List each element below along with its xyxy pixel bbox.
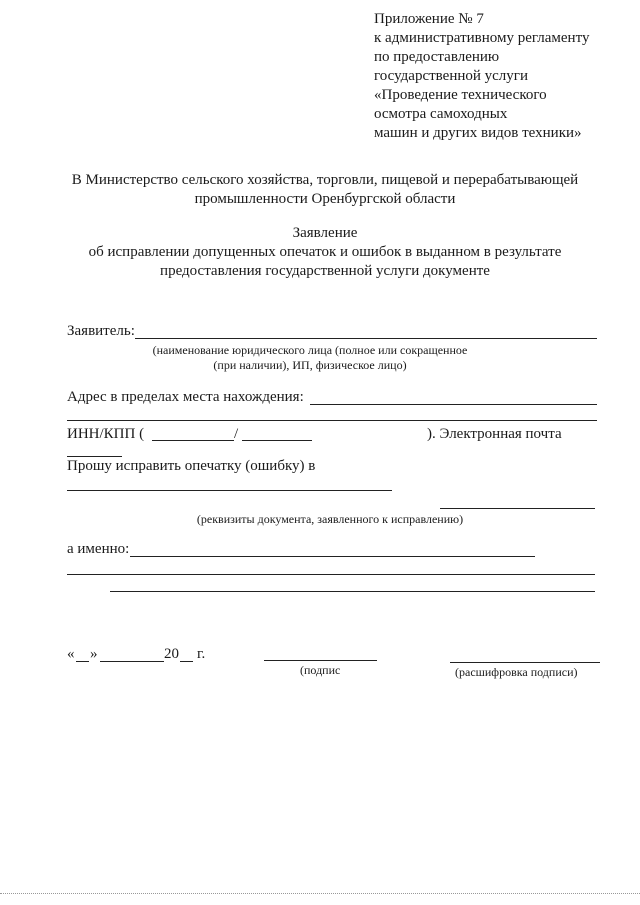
inn-separator: / xyxy=(234,426,239,442)
scan-edge xyxy=(0,893,640,894)
applicant-label: Заявитель: xyxy=(67,323,135,339)
document-field[interactable] xyxy=(440,508,595,509)
annex-line: к административному регламенту xyxy=(374,30,590,46)
address-label: Адрес в пределах места нахождения: xyxy=(67,389,304,405)
annex-line: осмотра самоходных xyxy=(374,106,508,122)
signature-decoding-field[interactable] xyxy=(450,662,600,663)
request-field[interactable] xyxy=(67,490,392,491)
address-field-2[interactable] xyxy=(67,420,597,421)
namely-field-2[interactable] xyxy=(67,574,595,575)
signature-hint: (подпис xyxy=(300,663,341,677)
email-label: ). Электронная почта xyxy=(427,426,562,442)
applicant-hint-1: (наименование юридического лица (полное или сокращенное xyxy=(152,343,468,357)
document-hint: (реквизиты документа, заявленного к исправлению) xyxy=(196,512,464,526)
namely-field-3[interactable] xyxy=(110,591,595,592)
kpp-field[interactable] xyxy=(242,440,312,441)
statement-line-1: об исправлении допущенных опечаток и ошибок в выданном в результате xyxy=(88,244,562,260)
request-label: Прошу исправить опечатку (ошибку) в xyxy=(67,458,316,474)
year-prefix: 20 xyxy=(164,646,179,662)
inn-label: ИНН/КПП ( xyxy=(67,426,145,442)
decoding-hint: (расшифровка подписи) xyxy=(455,665,578,679)
addressee-line-1: В Министерство сельского хозяйства, торговли, пищевой и перерабатывающей xyxy=(71,172,579,188)
date-close-quote: » xyxy=(90,646,98,662)
addressee-line-2: промышленности Оренбургской области xyxy=(194,191,456,207)
document-title: Заявление xyxy=(292,225,358,241)
date-year-field[interactable] xyxy=(180,661,193,662)
annex-line: «Проведение технического xyxy=(374,87,547,103)
date-open-quote: « xyxy=(67,646,75,662)
annex-line: машин и других видов техники» xyxy=(374,125,582,141)
date-month-field[interactable] xyxy=(100,661,164,662)
annex-line: государственной услуги xyxy=(374,68,528,84)
namely-field[interactable] xyxy=(130,556,535,557)
signature-field[interactable] xyxy=(264,660,377,661)
date-day-field[interactable] xyxy=(76,661,89,662)
applicant-hint-2: (при наличии), ИП, физическое лицо) xyxy=(213,358,407,372)
year-suffix: г. xyxy=(197,646,206,662)
address-field[interactable] xyxy=(310,404,597,405)
inn-field[interactable] xyxy=(152,440,234,441)
namely-label: а именно: xyxy=(67,541,130,557)
annex-line: по предоставлению xyxy=(374,49,500,65)
applicant-field[interactable] xyxy=(135,338,597,339)
statement-line-2: предоставления государственной услуги документе xyxy=(160,263,490,279)
annex-line: Приложение № 7 xyxy=(374,11,484,27)
